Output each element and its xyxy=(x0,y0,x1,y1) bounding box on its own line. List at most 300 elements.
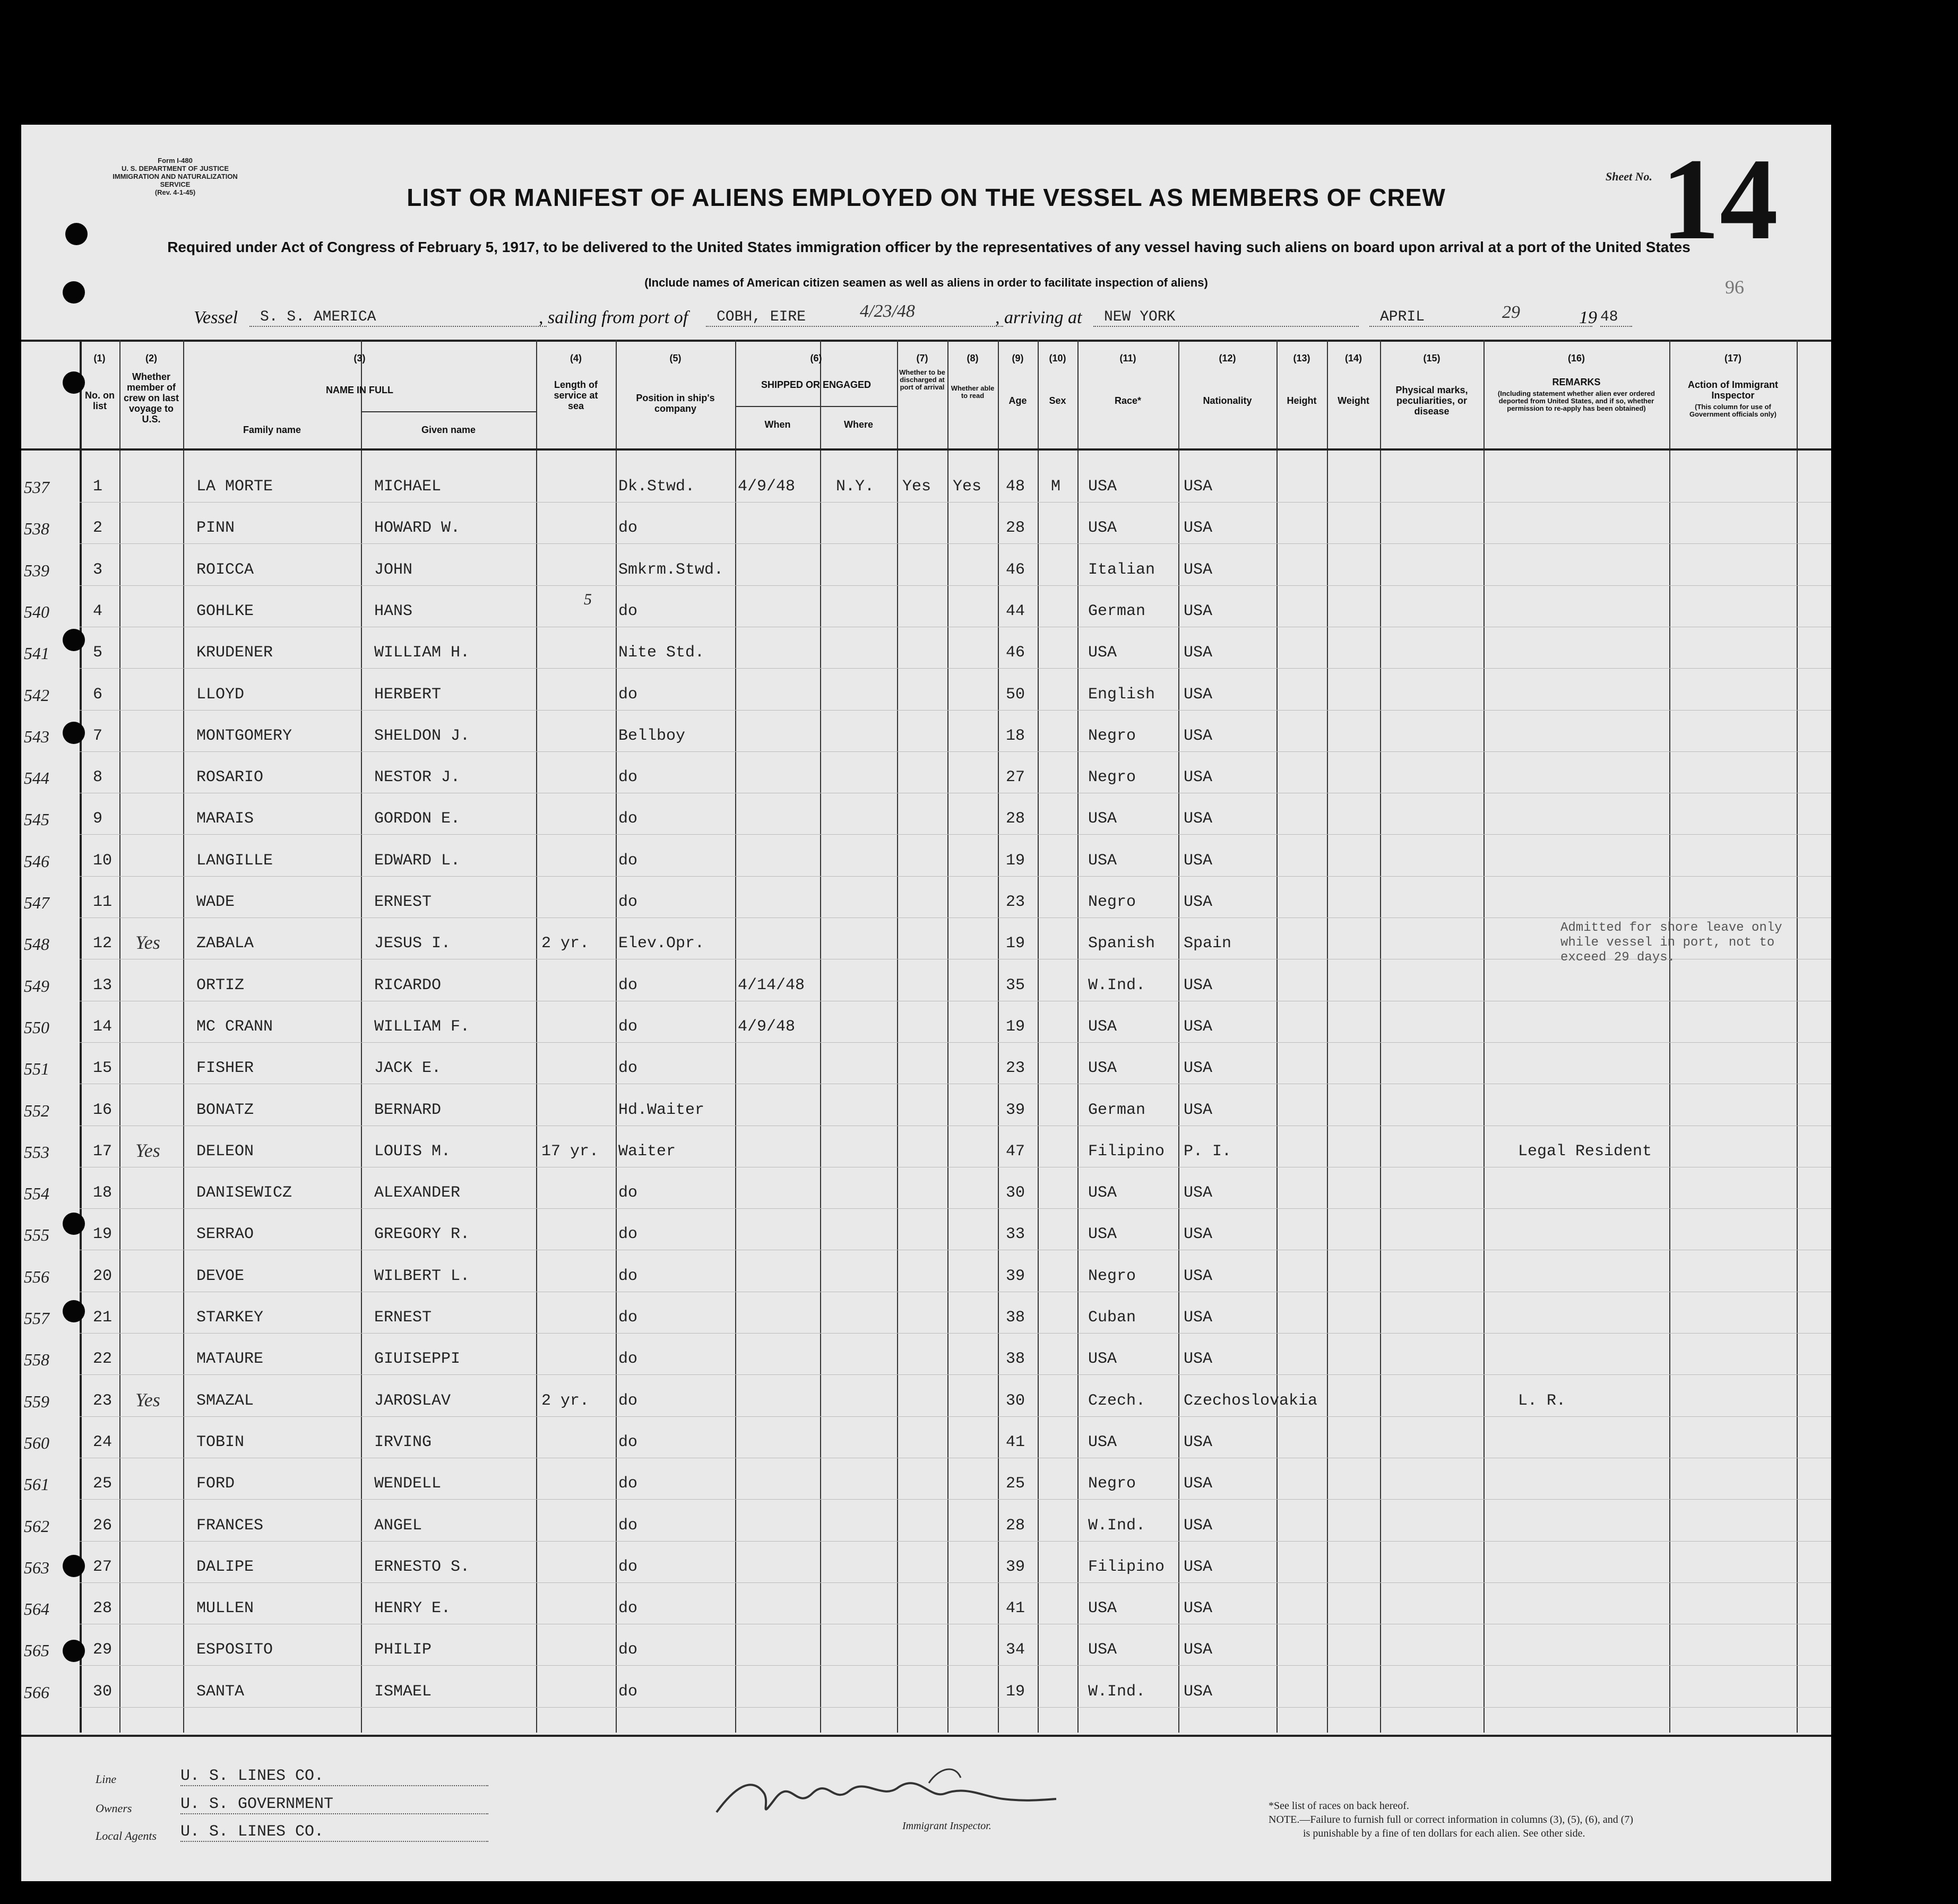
row-shipped-when: 4/14/48 xyxy=(738,976,805,994)
punch-hole xyxy=(65,223,88,245)
row-margin-number: 563 xyxy=(24,1558,49,1577)
col14-header: Weight xyxy=(1338,395,1369,406)
row-nationality: Spain xyxy=(1184,934,1232,953)
row-position: Dk.Stwd. xyxy=(618,478,695,496)
row-position: do xyxy=(618,1350,638,1368)
row-list-number: 3 xyxy=(93,561,103,579)
row-nationality: USA xyxy=(1184,852,1213,870)
row-nationality: USA xyxy=(1184,561,1213,579)
row-nationality: USA xyxy=(1184,727,1213,745)
row-family-name: DELEON xyxy=(196,1143,254,1161)
row-list-number: 6 xyxy=(93,686,103,704)
punch-hole xyxy=(63,629,85,651)
row-race: Spanish xyxy=(1088,934,1155,953)
row-list-number: 4 xyxy=(93,602,103,620)
row-discharged: Yes xyxy=(902,478,931,496)
row-age: 38 xyxy=(1006,1350,1025,1368)
row-list-number: 7 xyxy=(93,727,103,745)
col3-number: (3) xyxy=(353,353,366,364)
row-race: USA xyxy=(1088,644,1117,662)
row-nationality: USA xyxy=(1184,1599,1213,1617)
row-age: 47 xyxy=(1006,1143,1025,1161)
row-margin-number: 547 xyxy=(24,893,49,912)
row-race: Italian xyxy=(1088,561,1155,579)
row-position: do xyxy=(618,1184,638,1202)
row-race: Cuban xyxy=(1088,1309,1136,1327)
row-position: do xyxy=(618,1433,638,1451)
row-age: 28 xyxy=(1006,810,1025,828)
row-prev-voyage: Yes xyxy=(135,1140,160,1161)
row-family-name: FRANCES xyxy=(196,1517,264,1535)
col2-header: Whether member of crew on last voyage to U.S. xyxy=(123,371,179,425)
row-list-number: 12 xyxy=(93,934,113,953)
row-position: do xyxy=(618,1018,638,1036)
row-margin-number: 553 xyxy=(24,1143,49,1162)
row-family-name: LLOYD xyxy=(196,686,245,704)
row-list-number: 1 xyxy=(93,478,103,496)
document-subtitle: Required under Act of Congress of February 5, 1917, to be delivered to the United States immigration officer by the representatives of any vessel having such aliens on board upon arrival at a port of the United States xyxy=(167,239,1690,255)
row-list-number: 26 xyxy=(93,1517,113,1535)
row-nationality: USA xyxy=(1184,1350,1213,1368)
row-age: 19 xyxy=(1006,852,1025,870)
row-given-name: RICARDO xyxy=(374,976,442,994)
row-age: 25 xyxy=(1006,1475,1025,1493)
arrival-year: 48 xyxy=(1600,309,1632,327)
row-nationality: USA xyxy=(1184,1558,1213,1576)
col12-header: Nationality xyxy=(1203,395,1252,406)
arrival-port: NEW YORK xyxy=(1093,309,1359,327)
row-margin-number: 564 xyxy=(24,1599,49,1619)
footer-line-value: U. S. LINES CO. xyxy=(180,1767,488,1786)
row-list-number: 8 xyxy=(93,768,103,786)
row-shipped-where: N.Y. xyxy=(836,478,875,496)
row-position: do xyxy=(618,1392,638,1410)
row-list-number: 21 xyxy=(93,1309,113,1327)
row-race: Czech. xyxy=(1088,1392,1146,1410)
row-race: USA xyxy=(1088,810,1117,828)
row-race: German xyxy=(1088,602,1146,620)
row-race: Filipino xyxy=(1088,1558,1165,1576)
row-nationality: USA xyxy=(1184,1018,1213,1036)
row-family-name: BONATZ xyxy=(196,1101,254,1119)
col9-header: Age xyxy=(1008,395,1027,406)
row-margin-number: 562 xyxy=(24,1517,49,1536)
row-list-number: 24 xyxy=(93,1433,113,1451)
col1-header: No. on list xyxy=(85,390,115,411)
row-given-name: ANGEL xyxy=(374,1517,422,1535)
col10-header: Sex xyxy=(1049,395,1066,406)
row-margin-number: 542 xyxy=(24,686,49,705)
row-race: Negro xyxy=(1088,727,1136,745)
row-age: 28 xyxy=(1006,519,1025,537)
row-margin-number: 560 xyxy=(24,1433,49,1452)
row-age: 23 xyxy=(1006,1059,1025,1077)
row-family-name: ESPOSITO xyxy=(196,1641,273,1659)
row-nationality: Czechoslovakia xyxy=(1184,1392,1318,1410)
footnote-races: *See list of races on back hereof. xyxy=(1269,1800,1409,1812)
row-given-name: JESUS I. xyxy=(374,934,451,953)
row-list-number: 9 xyxy=(93,810,103,828)
row-shipped-when: 4/9/48 xyxy=(738,1018,796,1036)
row-margin-number: 557 xyxy=(24,1309,49,1328)
footer-agents-label: Local Agents xyxy=(96,1829,157,1842)
row-race: USA xyxy=(1088,1641,1117,1659)
row-age: 33 xyxy=(1006,1225,1025,1243)
row-given-name: ERNEST xyxy=(374,1309,432,1327)
row-age: 19 xyxy=(1006,1018,1025,1036)
row-family-name: STARKEY xyxy=(196,1309,264,1327)
row-margin-number: 546 xyxy=(24,852,49,871)
row-family-name: LANGILLE xyxy=(196,852,273,870)
row-margin-number: 545 xyxy=(24,810,49,829)
row-list-number: 5 xyxy=(93,644,103,662)
row-race: W.Ind. xyxy=(1088,1517,1146,1535)
row-list-number: 15 xyxy=(93,1059,113,1077)
row-given-name: MICHAEL xyxy=(374,478,442,496)
row-margin-number: 539 xyxy=(24,561,49,580)
col17-header: Action of Immigrant Inspector xyxy=(1688,379,1778,401)
row-nationality: USA xyxy=(1184,1101,1213,1119)
row-position: Elev.Opr. xyxy=(618,934,705,953)
row-given-name: GIUISEPPI xyxy=(374,1350,461,1368)
departure-date: 4/23/48 xyxy=(860,301,915,321)
sheet-label: Sheet No. xyxy=(1606,170,1652,183)
col4-header: Length of service at sea xyxy=(554,379,598,411)
year-century: 19 xyxy=(1579,308,1597,327)
row-margin-number: 556 xyxy=(24,1267,49,1286)
punch-hole xyxy=(63,1555,85,1577)
row-position: do xyxy=(618,852,638,870)
row-list-number: 17 xyxy=(93,1143,113,1161)
row-race: USA xyxy=(1088,1225,1117,1243)
row-list-number: 30 xyxy=(93,1683,113,1701)
row-age: 18 xyxy=(1006,727,1025,745)
row-nationality: USA xyxy=(1184,686,1213,704)
row-age: 30 xyxy=(1006,1184,1025,1202)
arrival-month: APRIL xyxy=(1369,309,1592,327)
row-position: do xyxy=(618,519,638,537)
row-nationality: USA xyxy=(1184,1225,1213,1243)
row-race: Negro xyxy=(1088,768,1136,786)
row-race: German xyxy=(1088,1101,1146,1119)
row-position: Hd.Waiter xyxy=(618,1101,705,1119)
footer-agents-value: U. S. LINES CO. xyxy=(180,1823,488,1842)
col8-number: (8) xyxy=(967,353,979,364)
col7-number: (7) xyxy=(916,353,928,364)
sailing-label: , sailing from port of xyxy=(539,308,688,327)
row-list-number: 19 xyxy=(93,1225,113,1243)
row-family-name: DANISEWICZ xyxy=(196,1184,292,1202)
row-age: 44 xyxy=(1006,602,1025,620)
row-margin-number: 549 xyxy=(24,976,49,996)
row-nationality: USA xyxy=(1184,602,1213,620)
row-margin-number: 561 xyxy=(24,1475,49,1494)
inspector-signature xyxy=(706,1762,1067,1831)
row-prev-voyage: Yes xyxy=(135,1389,160,1410)
row-race: Filipino xyxy=(1088,1143,1165,1161)
row-list-number: 25 xyxy=(93,1475,113,1493)
row-nationality: USA xyxy=(1184,519,1213,537)
row-position: Waiter xyxy=(618,1143,676,1161)
row-nationality: USA xyxy=(1184,1059,1213,1077)
row-nationality: USA xyxy=(1184,1267,1213,1285)
row-position: do xyxy=(618,1517,638,1535)
row-nationality: P. I. xyxy=(1184,1143,1232,1161)
punch-hole xyxy=(63,722,85,744)
row-family-name: MARAIS xyxy=(196,810,254,828)
row-margin-number: 566 xyxy=(24,1683,49,1702)
row-age: 39 xyxy=(1006,1267,1025,1285)
row-race: USA xyxy=(1088,1350,1117,1368)
row-age: 46 xyxy=(1006,644,1025,662)
row-nationality: USA xyxy=(1184,976,1213,994)
col17-note: (This column for use of Government officials only) xyxy=(1689,403,1776,418)
row-service-length: 5 xyxy=(584,591,592,608)
row-race: Negro xyxy=(1088,1267,1136,1285)
row-family-name: PINN xyxy=(196,519,235,537)
row-position: do xyxy=(618,976,638,994)
col3-header: NAME IN FULL xyxy=(326,385,393,395)
row-position: do xyxy=(618,1225,638,1243)
row-position: do xyxy=(618,1599,638,1617)
row-nationality: USA xyxy=(1184,893,1213,911)
col6-header: SHIPPED OR ENGAGED xyxy=(761,379,872,390)
row-list-number: 28 xyxy=(93,1599,113,1617)
row-age: 39 xyxy=(1006,1558,1025,1576)
row-given-name: EDWARD L. xyxy=(374,852,461,870)
col9-number: (9) xyxy=(1012,353,1024,364)
row-position: do xyxy=(618,1267,638,1285)
row-position: do xyxy=(618,1683,638,1701)
col15-number: (15) xyxy=(1423,353,1441,364)
row-shipped-when: 4/9/48 xyxy=(738,478,796,496)
col11-header: Race* xyxy=(1114,395,1142,406)
row-race: Negro xyxy=(1088,893,1136,911)
form-service: IMMIGRATION AND NATURALIZATION SERVICE xyxy=(113,172,238,188)
row-list-number: 18 xyxy=(93,1184,113,1202)
row-family-name: SERRAO xyxy=(196,1225,254,1243)
row-race: Negro xyxy=(1088,1475,1136,1493)
col13-number: (13) xyxy=(1293,353,1310,364)
row-given-name: ALEXANDER xyxy=(374,1184,461,1202)
row-nationality: USA xyxy=(1184,1433,1213,1451)
row-list-number: 14 xyxy=(93,1018,113,1036)
row-race: USA xyxy=(1088,1059,1117,1077)
row-nationality: USA xyxy=(1184,768,1213,786)
row-given-name: LOUIS M. xyxy=(374,1143,451,1161)
col12-number: (12) xyxy=(1219,353,1236,364)
row-list-number: 11 xyxy=(93,893,113,911)
row-race: USA xyxy=(1088,852,1117,870)
row-given-name: WENDELL xyxy=(374,1475,442,1493)
row-race: W.Ind. xyxy=(1088,976,1146,994)
col13-header: Height xyxy=(1287,395,1317,406)
col11-number: (11) xyxy=(1119,353,1136,364)
row-age: 39 xyxy=(1006,1101,1025,1119)
row-given-name: ERNEST xyxy=(374,893,432,911)
row-position: do xyxy=(618,1558,638,1576)
row-family-name: SANTA xyxy=(196,1683,245,1701)
footer-owners-value: U. S. GOVERNMENT xyxy=(180,1795,488,1814)
row-race: USA xyxy=(1088,1184,1117,1202)
row-position: do xyxy=(618,602,638,620)
row-given-name: HOWARD W. xyxy=(374,519,461,537)
row-nationality: USA xyxy=(1184,1517,1213,1535)
row-given-name: HENRY E. xyxy=(374,1599,451,1617)
footnote-penalty: NOTE.—Failure to furnish full or correct information in columns (3), (5), (6), and (7) xyxy=(1269,1814,1634,1825)
col5-header: Position in ship's company xyxy=(636,393,715,414)
row-nationality: USA xyxy=(1184,810,1213,828)
row-family-name: DALIPE xyxy=(196,1558,254,1576)
row-age: 48 xyxy=(1006,478,1025,496)
punch-hole xyxy=(63,371,85,394)
crew-table xyxy=(21,340,1831,1737)
row-margin-number: 554 xyxy=(24,1184,49,1203)
col15-header: Physical marks, peculiarities, or disease xyxy=(1395,385,1468,417)
row-position: do xyxy=(618,1475,638,1493)
sheet-number: 14 xyxy=(1661,134,1778,264)
row-family-name: ROSARIO xyxy=(196,768,264,786)
row-age: 46 xyxy=(1006,561,1025,579)
form-revision: (Rev. 4-1-45) xyxy=(154,188,196,196)
row-list-number: 2 xyxy=(93,519,103,537)
row-age: 19 xyxy=(1006,934,1025,953)
row-family-name: MATAURE xyxy=(196,1350,264,1368)
row-margin-number: 565 xyxy=(24,1641,49,1660)
row-given-name: ERNESTO S. xyxy=(374,1558,470,1576)
row-given-name: JACK E. xyxy=(374,1059,442,1077)
row-age: 19 xyxy=(1006,1683,1025,1701)
row-family-name: ZABALA xyxy=(196,934,254,953)
row-margin-number: 538 xyxy=(24,519,49,538)
departure-port: COBH, EIRE xyxy=(706,309,1003,327)
row-race: USA xyxy=(1088,1433,1117,1451)
row-able-read: Yes xyxy=(953,478,982,496)
signature-caption: Immigrant Inspector. xyxy=(902,1820,991,1832)
row-nationality: USA xyxy=(1184,478,1213,496)
row-family-name: DEVOE xyxy=(196,1267,245,1285)
arrival-day: 29 xyxy=(1502,302,1520,322)
punch-hole xyxy=(63,1300,85,1322)
row-list-number: 29 xyxy=(93,1641,113,1659)
col7-header: Whether to be discharged at port of arrival xyxy=(899,368,945,391)
row-given-name: JAROSLAV xyxy=(374,1392,451,1410)
row-service-length: 17 yr. xyxy=(541,1143,599,1161)
col2-number: (2) xyxy=(145,353,157,364)
page-stamp: 96 xyxy=(1725,276,1744,298)
manifest-sheet xyxy=(21,125,1831,1881)
row12-remark: Admitted for shore leave only while vessel in port, not to exceed 29 days. xyxy=(1560,921,1782,965)
row-prev-voyage: Yes xyxy=(135,932,160,953)
row-given-name: GREGORY R. xyxy=(374,1225,470,1243)
col8-header: Whether able to read xyxy=(951,384,995,400)
arriving-label: , arriving at xyxy=(995,308,1082,327)
row-age: 28 xyxy=(1006,1517,1025,1535)
row-race: W.Ind. xyxy=(1088,1683,1146,1701)
footer-owners-label: Owners xyxy=(96,1802,132,1815)
row-age: 41 xyxy=(1006,1433,1025,1451)
row-sex: M xyxy=(1051,478,1061,496)
punch-hole xyxy=(63,281,85,304)
row-age: 38 xyxy=(1006,1309,1025,1327)
row-family-name: GOHLKE xyxy=(196,602,254,620)
document-subnote: (Include names of American citizen seamen as well as aliens in order to facilitate inspection of aliens) xyxy=(644,276,1208,289)
row-given-name: SHELDON J. xyxy=(374,727,470,745)
col3b-header: Given name xyxy=(421,425,476,435)
row-age: 41 xyxy=(1006,1599,1025,1617)
row-margin-number: 541 xyxy=(24,644,49,663)
row-list-number: 20 xyxy=(93,1267,113,1285)
row-age: 35 xyxy=(1006,976,1025,994)
col1-number: (1) xyxy=(93,353,106,364)
row-margin-number: 537 xyxy=(24,478,49,497)
row-family-name: ORTIZ xyxy=(196,976,245,994)
row-list-number: 23 xyxy=(93,1392,113,1410)
row-list-number: 22 xyxy=(93,1350,113,1368)
row-nationality: USA xyxy=(1184,644,1213,662)
col6-number: (6) xyxy=(810,353,822,364)
col6b-header: Where xyxy=(843,419,873,430)
col16-header: REMARKS xyxy=(1552,377,1601,387)
row-margin-number: 559 xyxy=(24,1392,49,1411)
row-margin-number: 551 xyxy=(24,1059,49,1078)
row-service-length: 2 yr. xyxy=(541,1392,590,1410)
row-race: USA xyxy=(1088,1018,1117,1036)
col16-number: (16) xyxy=(1567,353,1585,364)
row-nationality: USA xyxy=(1184,1475,1213,1493)
row-age: 27 xyxy=(1006,768,1025,786)
row-age: 30 xyxy=(1006,1392,1025,1410)
row-given-name: HERBERT xyxy=(374,686,442,704)
row-given-name: HANS xyxy=(374,602,413,620)
row-race: USA xyxy=(1088,519,1117,537)
row-nationality: USA xyxy=(1184,1683,1213,1701)
row-given-name: BERNARD xyxy=(374,1101,442,1119)
row-remarks: L. R. xyxy=(1518,1392,1566,1410)
row-given-name: GORDON E. xyxy=(374,810,461,828)
col6a-header: When xyxy=(764,419,791,430)
row-age: 50 xyxy=(1006,686,1025,704)
vessel-name: S. S. AMERICA xyxy=(249,309,547,327)
row-family-name: FISHER xyxy=(196,1059,254,1077)
row-family-name: MC CRANN xyxy=(196,1018,273,1036)
row-margin-number: 550 xyxy=(24,1018,49,1037)
row-family-name: MULLEN xyxy=(196,1599,254,1617)
form-department: U. S. DEPARTMENT OF JUSTICE xyxy=(122,165,229,172)
row-family-name: FORD xyxy=(196,1475,235,1493)
row-margin-number: 543 xyxy=(24,727,49,746)
row-position: Smkrm.Stwd. xyxy=(618,561,724,579)
row-list-number: 10 xyxy=(93,852,113,870)
col5-number: (5) xyxy=(669,353,682,364)
row-margin-number: 552 xyxy=(24,1101,49,1120)
row-family-name: MONTGOMERY xyxy=(196,727,292,745)
row-given-name: NESTOR J. xyxy=(374,768,461,786)
vessel-label: Vessel xyxy=(194,308,238,327)
vessel-info-row xyxy=(21,301,1831,332)
row-race: USA xyxy=(1088,1599,1117,1617)
punch-hole xyxy=(63,1213,85,1235)
row-nationality: USA xyxy=(1184,1184,1213,1202)
row-list-number: 16 xyxy=(93,1101,113,1119)
row-position: Bellboy xyxy=(618,727,686,745)
row-nationality: USA xyxy=(1184,1309,1213,1327)
row-position: do xyxy=(618,686,638,704)
row-margin-number: 548 xyxy=(24,934,49,954)
col3a-header: Family name xyxy=(243,425,301,435)
row-position: do xyxy=(618,768,638,786)
row-family-name: SMAZAL xyxy=(196,1392,254,1410)
